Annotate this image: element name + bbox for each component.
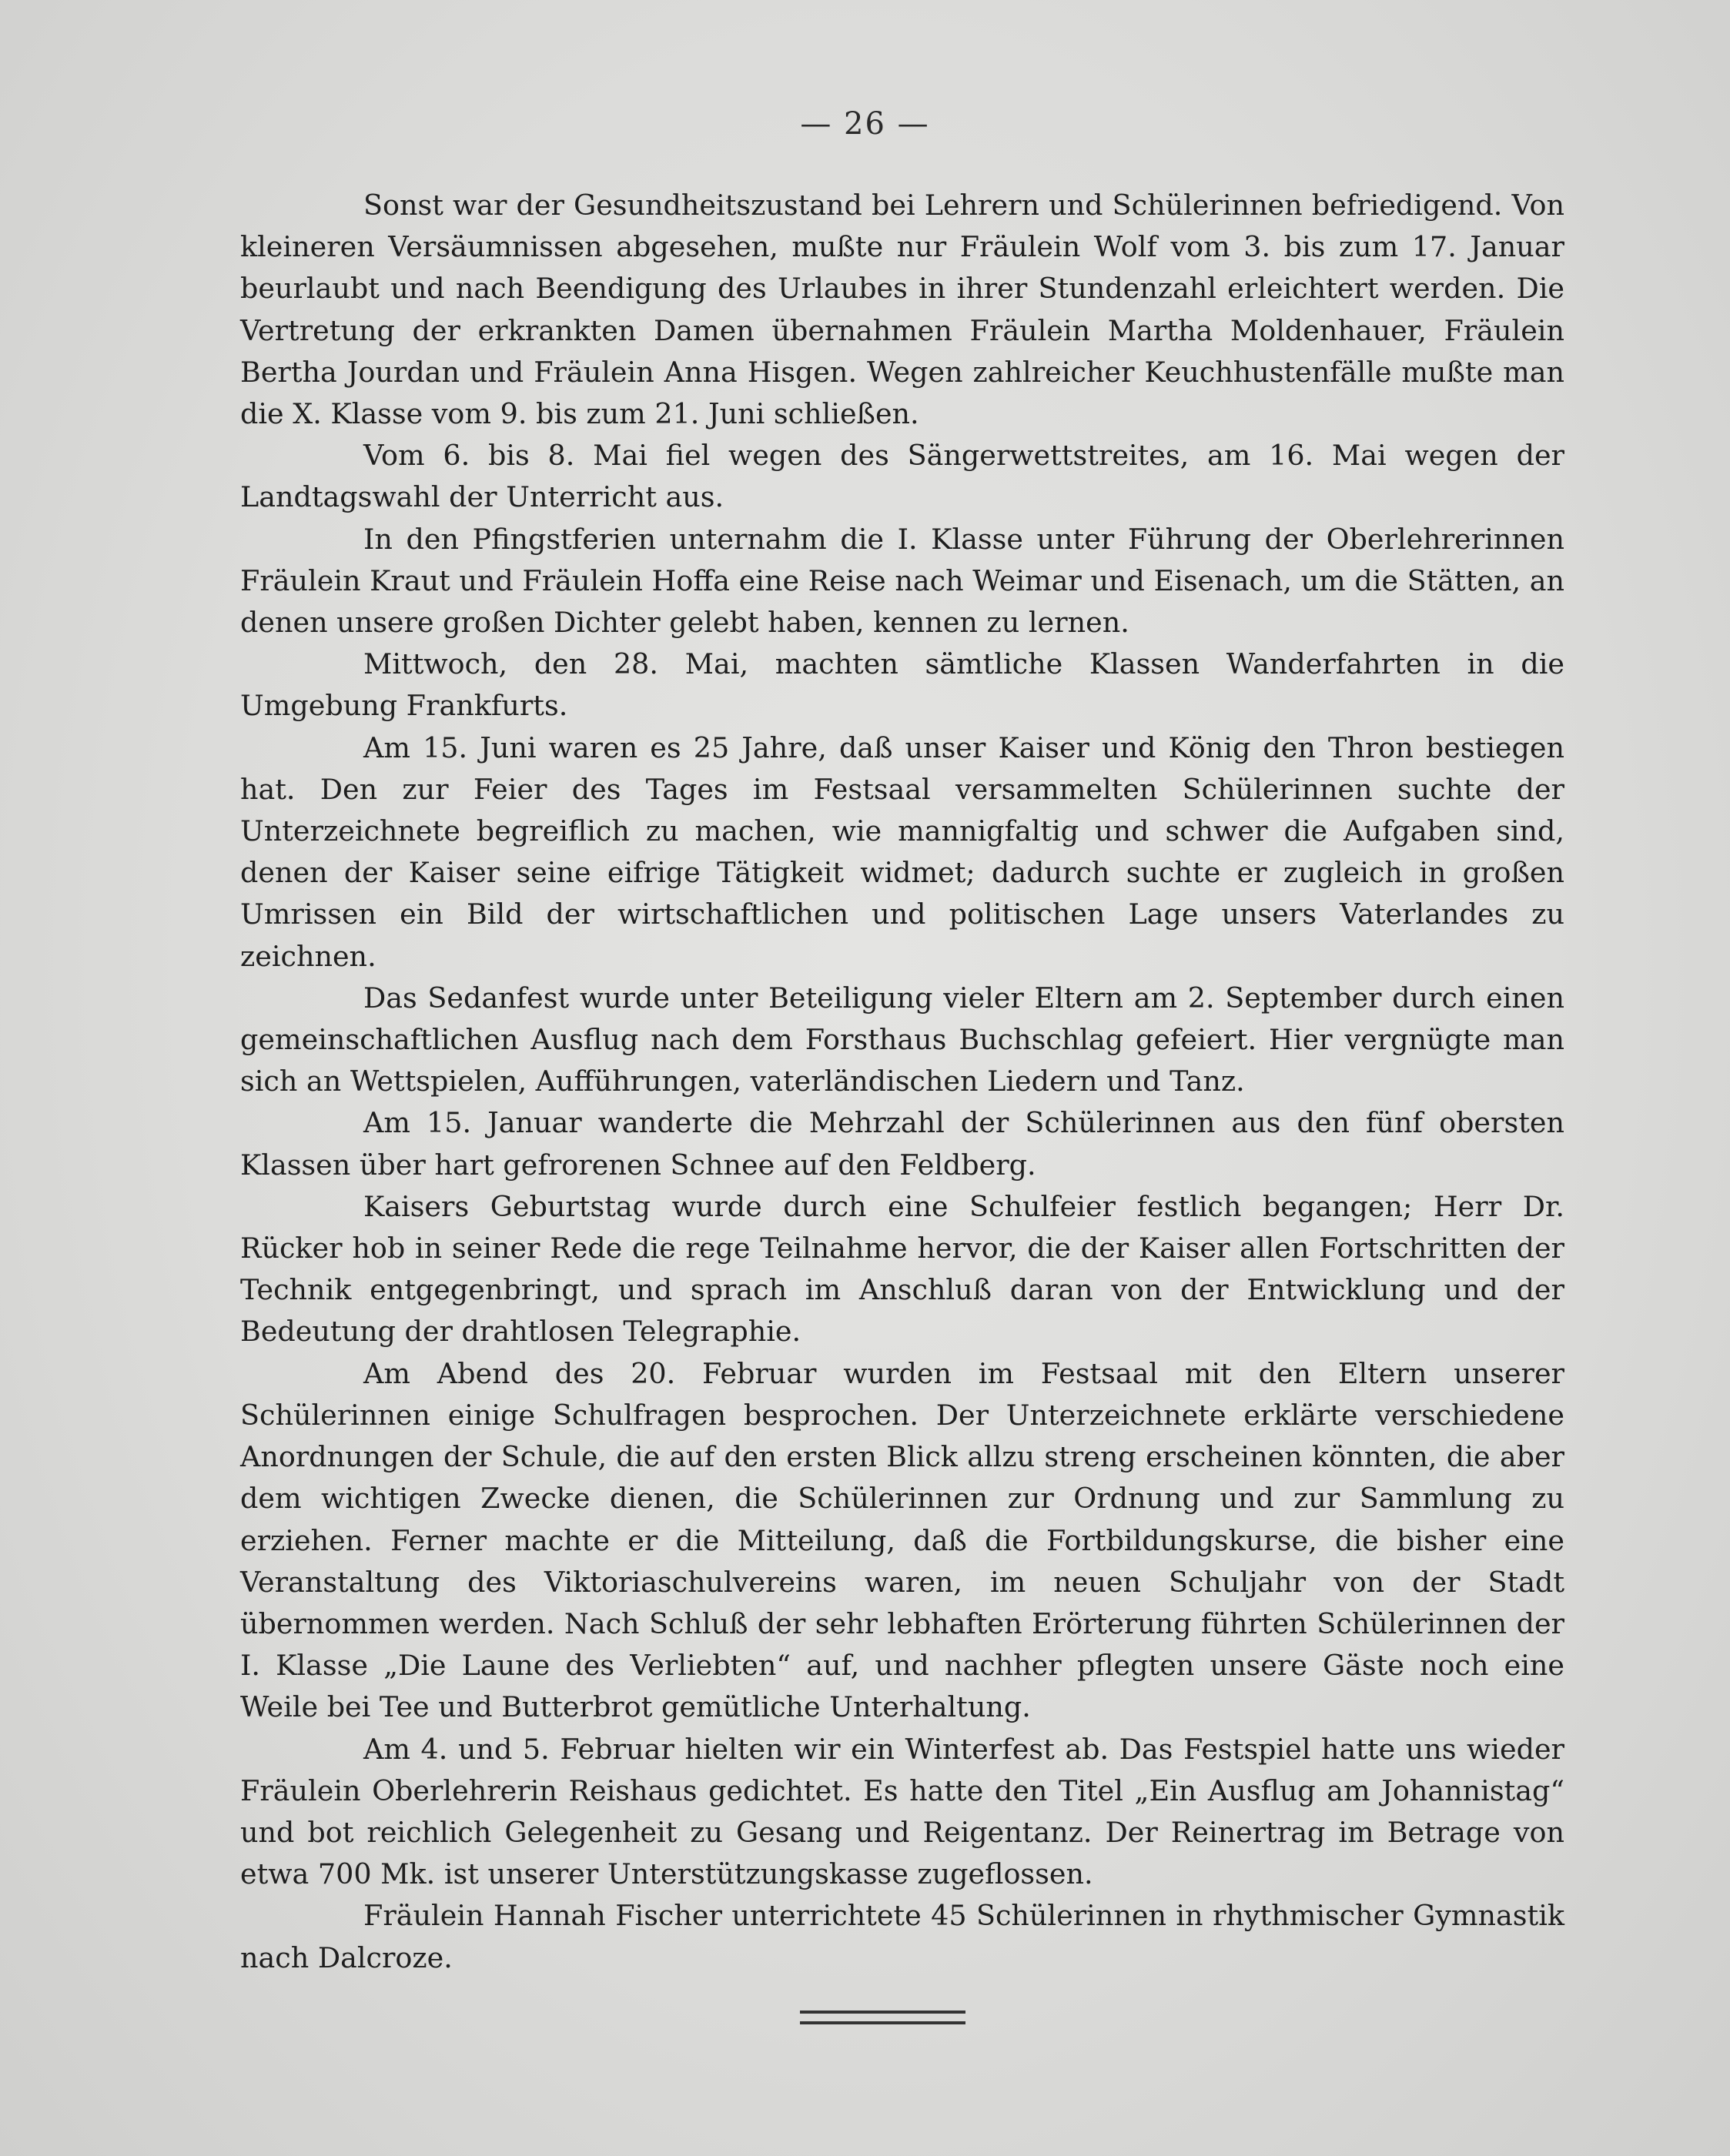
paragraph-health: Sonst war der Gesundheitszustand bei Lehrern und Schülerinnen befriedigend. Von kleineren Versäumnissen abgesehen, mußte nur Fräulein Wolf vom 3. bis zum 17. Januar beurlaubt und nach Beendigung des Urlaubes in ihrer Stundenzahl erleichtert werden. Die Vertretung der erkrankten Damen übernahmen Fräulein Martha Moldenhauer, Fräulein Bertha Jourdan und Fräulein Anna Hisgen. Wegen zahlreicher Keuchhustenfälle mußte man die X. Klasse vom 9. bis zum 21. Juni schließen. [240, 189, 1564, 431]
page-number: — 26 — [800, 106, 930, 142]
paragraph-winter-festival: Am 4. und 5. Februar hielten wir ein Winterfest ab. Das Festspiel hatte uns wieder Fräulein Oberlehrerin Reishaus gedichtet. Es hatte den Titel „Ein Ausflug am Johannistag“ und bot reichlich Gelegenheit zu Gesang und Reigentanz. Der Reinertrag im Betrage von etwa 700 Mk. ist unserer Unterstützungskasse zugeflossen. [240, 1732, 1564, 1891]
paragraph-gymnastics: Fräulein Hannah Fischer unterrichtete 45 Schülerinnen in rhythmischer Gymnastik nach Dalcroze. [240, 1899, 1564, 1974]
body-text [240, 185, 1564, 1979]
paragraph-jubilee: Am 15. Juni waren es 25 Jahre, daß unser Kaiser und König den Thron bestiegen hat. Den zur Feier des Tages im Festsaal versammelten Schülerinnen suchte der Unterzeichnete begreiflich zu machen, wie mannigfaltig und schwer die Aufgaben sind, denen der Kaiser seine eifrige Tätigkeit widmet; dadurch suchte er zugleich in großen Umrissen ein Bild der wirtschaftlichen und politischen Lage unsers Vaterlandes zu zeichnen. [240, 730, 1564, 973]
paragraph-kaiser-birthday: Kaisers Geburtstag wurde durch eine Schulfeier festlich begangen; Herr Dr. Rücker hob in seiner Rede die rege Teilnahme hervor, die der Kaiser allen Fortschritten der Technik entgegenbringt, und sprach im Anschluß daran von der Entwicklung und der Bedeutung der drahtlosen Telegraphie. [240, 1189, 1564, 1349]
paragraph-may-closures: Vom 6. bis 8. Mai fiel wegen des Sängerwettstreites, am 16. Mai wegen der Landtagswahl der Unterricht aus. [240, 439, 1564, 514]
paragraph-pentecost-trip: In den Pfingstferien unternahm die I. Klasse unter Führung der Oberlehrerinnen Fräulein Kraut und Fräulein Hoffa eine Reise nach Weimar und Eisenach, um die Stätten, an denen unsere großen Dichter gelebt haben, kennen zu lernen. [240, 522, 1564, 640]
paragraph-parents-evening: Am Abend des 20. Februar wurden im Festsaal mit den Eltern unserer Schülerinnen einige Schulfragen besprochen. Der Unterzeichnete erklärte verschiedene Anordnungen der Schule, die auf den ersten Blick allzu streng erscheinen könnten, die aber dem wichtigen Zwecke dienen, die Schülerinnen zur Ordnung und zur Sammlung zu erziehen. Ferner machte er die Mitteilung, daß die Fortbildungskurse, die bisher eine Veranstaltung des Viktoriaschulvereins waren, im neuen Schuljahr von der Stadt übernommen werden. Nach Schluß der sehr lebhaften Erörterung führten Schülerinnen der I. Klasse „Die Laune des Verliebten“ auf, und nachher pflegten unsere Gäste noch eine Weile bei Tee und Butterbrot gemütliche Unterhaltung. [240, 1356, 1564, 1724]
end-rule-bottom [800, 2021, 965, 2024]
paragraph-hiking-day: Mittwoch, den 28. Mai, machten sämtliche Klassen Wanderfahrten in die Umgebung Frankfurts. [240, 647, 1564, 723]
end-rule-top [800, 2011, 965, 2014]
paragraph-feldberg: Am 15. Januar wanderte die Mehrzahl der Schülerinnen aus den fünf obersten Klassen über hart gefrorenen Schnee auf den Feldberg. [240, 1106, 1564, 1182]
paragraph-sedan-day: Das Sedanfest wurde unter Beteiligung vieler Eltern am 2. September durch einen gemeinschaftlichen Ausflug nach dem Forsthaus Buchschlag gefeiert. Hier vergnügte man sich an Wettspielen, Aufführungen, vaterländischen Liedern und Tanz. [240, 981, 1564, 1098]
